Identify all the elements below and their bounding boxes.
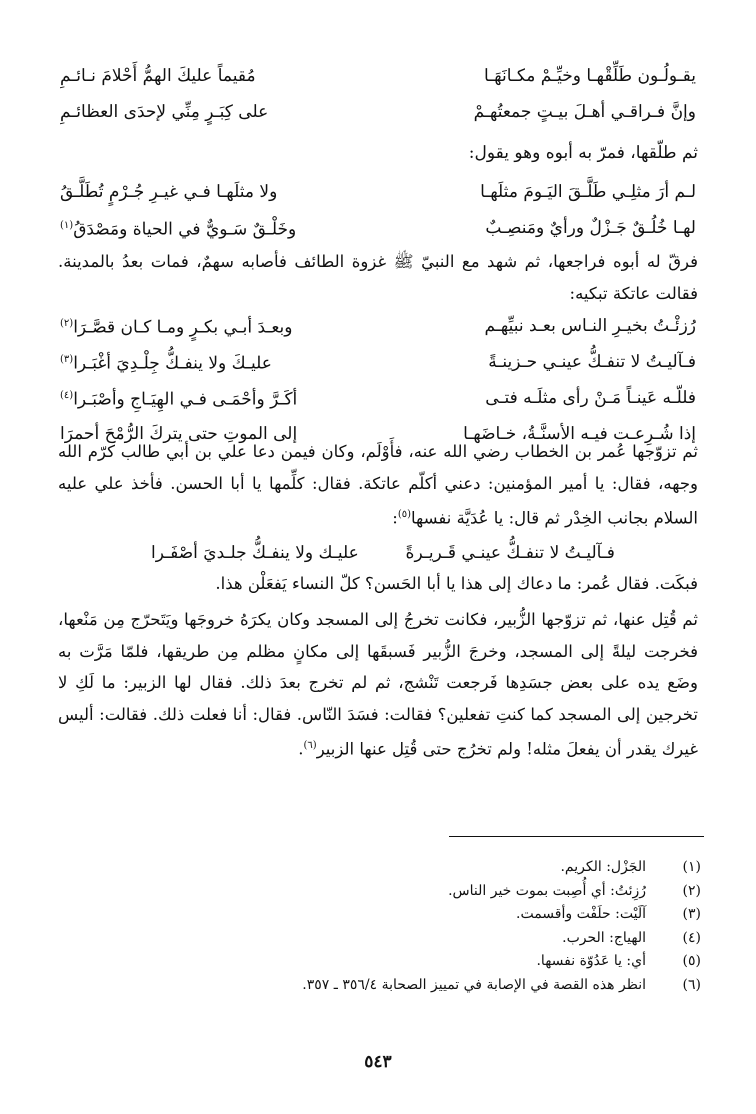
- paragraph-text: ثم تزوّجها عُمر بن الخطاب رضي الله عنه، فأَوْلَم، وكان فيمن دعا علي بن أبي طالب كرّم الله وجهه، فقال: يا أمير المؤمنين: دعني أكلّم عاتكة. فقال: كلِّمها يا أبا الحسن. فأخذ علي عليه السلام بجانب الخِدْر ثم قال: يا عُدَيَّة نفسها: [58, 442, 698, 528]
- paragraph-text: ثم قُتِل عنها، ثم تزوّجها الزُّبير، فكانت تخرجُ إلى المسجد وكان يكرَهُ خروجَها ويَتَحرّج مِن مَنْعها، فخرجت ليلةً إلى المسجد، وخرجَ الزُّبير فَسبقَها إلى مكانٍ مظلم مِن طريقها، فلمّا مَرَّت به وضَع يده على بعض جسَدِها فَرجعت تَنْشج، ثم لم تخرج بعدَ ذلك. فقال لها الزبير: ما لَكِ لا تخرجين إلى المسجد كما كنتِ تفعلين؟ فقالت: فسَدَ النّاس. فقال: أنا فعلت ذلك. فقالت: أليس غيرك يقدر أن يفعلَ مثله! ولم تخرُج حتى قُتِل عنها الزبير: [58, 610, 698, 759]
- verse-hemistich-right: فللّـه عَينـاً مَـنْ رأى مثلَـه فتـى: [485, 388, 696, 408]
- verse-block-2: [60, 174, 696, 246]
- verse-hemistich-left: ولا مثلَهـا فـي غيـرِ جُـرْمٍ تُطَلَّـقُ: [60, 182, 278, 202]
- paragraph-2: [58, 246, 698, 309]
- verse-hemistich-right: يقـولُـون طَلِّقْهـا وخيِّـمْ مكـانَهَـا: [483, 66, 696, 86]
- verse-line: [60, 58, 696, 94]
- verse-block-1: [60, 58, 696, 130]
- footnote-number: (٣): [682, 906, 701, 922]
- footnote-item: [60, 974, 701, 998]
- verse-line: [60, 308, 696, 344]
- footnote-text: انظر هذه القصة في الإصابة في تمييز الصحابة ٣٥٦/٤ ـ ٣٥٧.: [302, 976, 646, 993]
- footnote-text: الجَزْل: الكريم.: [560, 859, 646, 875]
- footnote-number: (١): [682, 859, 701, 875]
- verse-line: [60, 210, 696, 246]
- verse-hemistich-left: إلى الموتِ حتى يتركَ الرُّمْحَ أحمرَا: [60, 424, 298, 444]
- footnote-divider: [449, 836, 704, 837]
- verse-text: أكَـرَّ وأحْمَـى فـي الهِيَـاجِ وأصْبَـرا: [73, 389, 298, 410]
- verse-hemistich-left: [60, 306, 370, 346]
- footnote-ref: (١): [60, 220, 74, 232]
- footnote-ref: (٥): [397, 509, 412, 520]
- footnote-number: (٥): [682, 953, 701, 969]
- footnote-ref: (٣): [60, 354, 74, 366]
- verse-text: وبعـدَ أبـي بكـرٍ ومـا كـان قصَّـرَا: [73, 317, 293, 338]
- footnote-item: [60, 903, 701, 927]
- footnote-item: [60, 880, 701, 904]
- paragraph-text: فرقّ له أبوه فراجعها، ثم شهد مع النبيّ ﷺ غزوة الطائف فأصابه سهمٌ، فمات بعدُ بالمدينة. فقالت عاتكة تبكيه:: [58, 252, 698, 303]
- paragraph-1: [58, 138, 698, 170]
- verse-text: وخَلْـقٌ سَـويٌّ في الحياة ومَصْدَقُ: [73, 219, 297, 240]
- verse-hemistich-right: رُزئْـتُ بخيـرِ النـاس بعـد نبيِّهـم: [484, 316, 696, 336]
- verse-hemistich-left: [60, 342, 370, 382]
- footnote-ref: (٢): [60, 318, 74, 330]
- verse-line-single: [90, 536, 676, 570]
- verse-line: [60, 380, 696, 416]
- verse-line: [60, 174, 696, 210]
- footnote-ref: (٤): [60, 390, 74, 402]
- verse-hemistich-right: إذا شُـرِعـت فيـه الأسنَّـةُ، خـاضَهـا: [463, 424, 696, 444]
- footnote-text: رُزِئتُ: أي أُصِبت بموت خير الناس.: [448, 882, 646, 899]
- footnote-number: (٢): [682, 882, 701, 899]
- footnote-number: (٤): [682, 929, 701, 946]
- verse-hemistich-right: وإنَّ فـراقـي أهـلَ بيـتٍ جمعتُهـمْ: [473, 102, 696, 122]
- verse-block-3: [60, 308, 696, 456]
- verse-hemistich-right: لهـا خُلُـقٌ جَـزْلٌ ورأيٌ ومَنصِـبٌ: [485, 218, 696, 238]
- paragraph-3: [58, 436, 698, 534]
- verse-text: عليـكَ ولا ينفـكُّ جِلْـدِيَ أغْبَـرا: [73, 353, 272, 374]
- footnote-item: [60, 856, 701, 880]
- verse-hemistich-left: [60, 378, 370, 418]
- verse-line: [60, 94, 696, 130]
- verse-hemistich-left: عليـك ولا ينفـكُّ جلـديَ أصْفَـرا: [151, 543, 359, 563]
- footnote-text: آلَيْت: حلَفْت وأقسمت.: [516, 906, 646, 922]
- footnote-text: أي: يا عَدُوّة نفسها.: [536, 953, 646, 969]
- paragraph-5: [58, 604, 698, 765]
- verse-hemistich-right: لـم أرَ مثلِـي طَلَّـقَ اليَـومَ مثلَهـا: [480, 182, 696, 202]
- page-number: ٥٤٣: [364, 1052, 392, 1072]
- verse-hemistich-left: [60, 208, 370, 248]
- verse-line: [60, 344, 696, 380]
- verse-hemistich-right: فـآليـتُ لا تنفـكُّ عينـي قَـريـرةً: [405, 543, 615, 563]
- footnote-text: الهياج: الحرب.: [562, 929, 646, 946]
- footnote-item: [60, 927, 701, 951]
- paragraph-body: ثم تزوّجها عُمر بن الخطاب رضي الله عنه، فأَوْلَم، وكان فيمن دعا علي بن أبي طالب كرّم الله وجهه، فقال: يا أمير المؤمنين: دعني أكلّم عاتكة. فقال: كلِّمها يا أبا الحسن. فأخذ علي عليه السلام بجانب الخِدْر ثم قال: يا عُدَيَّة نفسها$^{(٥)}$:: [58, 442, 698, 528]
- footnote-ref: (٦): [303, 740, 317, 751]
- paragraph-text: ثم طلّقها، فمرّ به أبوه وهو يقول:: [468, 143, 698, 163]
- verse-hemistich-left: على كِبَـرٍ مِنِّي لإحدَى العظائـمِ: [60, 102, 269, 122]
- footnote-number: (٦): [682, 976, 701, 993]
- paragraph-4: [58, 568, 698, 600]
- verse-hemistich-right: فـآليـتُ لا تنفـكُّ عينـي حـزينـةً: [488, 352, 696, 372]
- paragraph-text: فبكَت. فقال عُمر: ما دعاك إلى هذا يا أبا الحَسن؟ كلّ النساء يَفعَلْن هذا.: [215, 574, 698, 593]
- paragraph-body: ثم قُتِل عنها، ثم تزوّجها الزُّبير، فكانت تخرجُ إلى المسجد وكان يكرَهُ خروجَها ويَتَحرّج مِن مَنْعها، فخرجت ليلةً إلى المسجد، وخرجَ الزُّبير فَسبقَها إلى مكانٍ مظلم مِن طريقها، فلمّا مَرَّت به وضَع يده على بعض جسَدِها فَرجعت تَنْشج، ثم لم تخرج بعدَ ذلك. فقال لها الزبير: ما لَكِ لا تخرجين إلى المسجد كما كنتِ تفعلين؟ فقالت: فسَدَ النّاس. فقال: أنا فعلت ذلك. فقالت: أليس غيرك يقدر أن يفعلَ مثله! ولم تخرُج حتى قُتِل عنها الزبير$^{(٦)}$.: [58, 610, 698, 759]
- verse-hemistich-left: مُقيماً عليكَ الهمُّ أَحْلامَ نـائـمِ: [60, 66, 256, 86]
- footnote-item: [60, 950, 701, 974]
- footnotes: [60, 856, 701, 997]
